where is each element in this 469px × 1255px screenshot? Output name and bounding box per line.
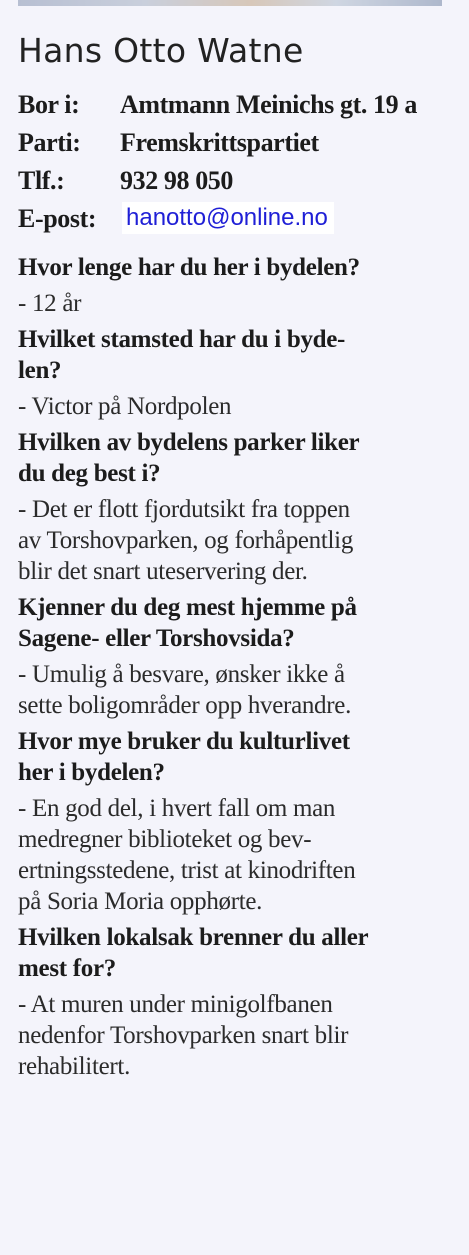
question [18,427,464,489]
party-label: Parti: [18,128,81,157]
question-line: mest for? [18,955,116,982]
address-value: Amtmann Meinichs gt. 19 a [120,90,417,119]
answer-line: - Det er flott fjordutsikt fra toppen [18,496,350,523]
answer-line: - 12 år [18,290,82,317]
question-line: Kjenner du deg mest hjemme på [18,594,357,621]
photo-strip [18,0,442,6]
phone-value: 932 98 050 [120,166,234,195]
answer [18,793,464,917]
question [18,324,464,386]
info-row-address [18,86,468,124]
question-line: du deg best i? [18,460,161,487]
answer-line: på Soria Moria opphørte. [18,888,263,915]
contact-info [18,86,468,238]
question-line: len? [18,357,62,384]
answer-line: blir det snart uteservering der. [18,558,308,585]
phone-label: Tlf.: [18,166,65,195]
answer [18,659,464,721]
answer-line: medregner biblioteket og bev- [18,826,312,853]
answer-line: - En god del, i hvert fall om man [18,795,336,822]
answer-line: rehabilitert. [18,1053,131,1080]
answer-line: - Umulig å besvare, ønsker ikke å [18,661,345,688]
answer-line: ertningsstedene, trist at kinodriften [18,857,356,884]
question-line: Hvor lenge har du her i bydelen? [18,254,360,281]
question [18,252,464,283]
address-label: Bor i: [18,90,80,119]
question-line: Hvilken lokalsak brenner du aller [18,924,369,951]
question-line: Hvilken av bydelens parker liker [18,429,360,456]
info-row-party [18,124,468,162]
email-link[interactable]: hanotto@online.no [122,202,334,234]
answer [18,494,464,587]
answer-line: av Torshovparken, og forhåpentlig [18,527,354,554]
question-line: her i bydelen? [18,759,165,786]
answer [18,391,464,422]
question [18,592,464,654]
answer-line: - At muren under minigolfbanen [18,991,333,1018]
info-row-email [18,200,468,238]
answer [18,989,464,1082]
interview-qa [18,252,464,1087]
question-line: Hvilket stamsted har du i byde- [18,326,346,353]
answer-line: - Victor på Nordpolen [18,393,232,420]
answer [18,288,464,319]
info-row-phone [18,162,468,200]
question-line: Hvor mye bruker du kulturlivet [18,728,350,755]
party-value: Fremskrittspartiet [120,128,319,157]
person-name: Hans Otto Watne [18,31,304,70]
answer-line: nedenfor Torshovparken snart blir [18,1022,349,1049]
question [18,922,464,984]
question [18,726,464,788]
question-line: Sagene- eller Torshovsida? [18,625,295,652]
answer-line: sette boligområder opp hverandre. [18,692,352,719]
email-label: E-post: [18,204,97,233]
